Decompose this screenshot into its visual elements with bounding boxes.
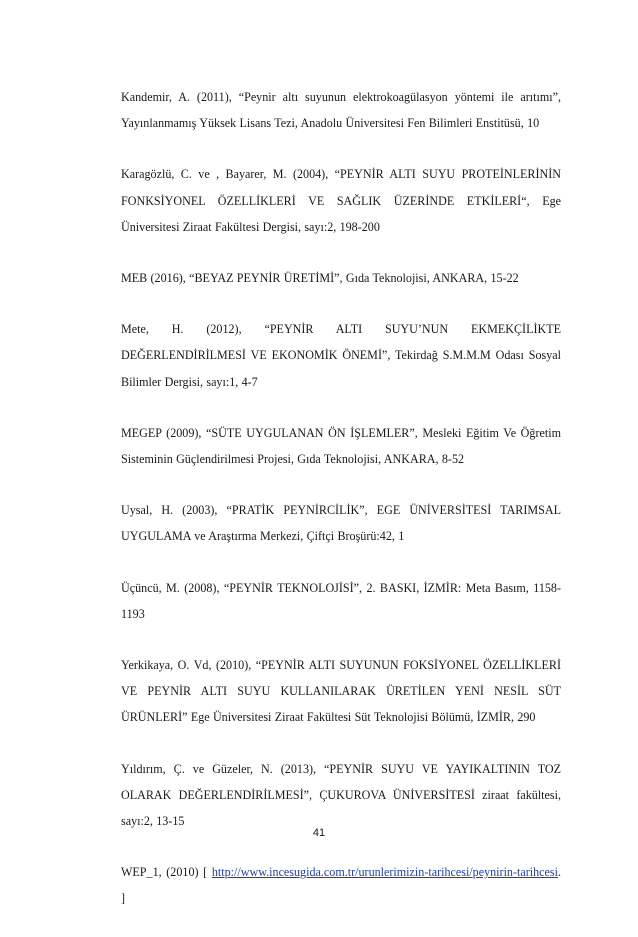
reference-meb-2016: MEB (2016), “BEYAZ PEYNİR ÜRETİMİ”, Gıda Teknolojisi, ANKARA, 15-22: [121, 271, 519, 286]
reference-megep-2009: MEGEP (2009), “SÜTE UYGULANAN ÖN İŞLEMLER”, Mesleki Eğitim Ve Öğretim Sisteminin Güçlendirilmesi Projesi, Gıda Teknolojisi, ANKARA, 8-52: [121, 425, 561, 467]
reference-kandemir-2011: Kandemir, A. (2011), “Peynir altı suyunun elektrokoagülasyon yöntemi ile arıtımı”, Yayınlanmamış Yüksek Lisans Tezi, Anadolu Üniversitesi Fen Bilimleri Enstitüsü, 10: [121, 90, 561, 131]
reference-wep-2010: [121, 859, 561, 911]
page-number: 41: [312, 827, 326, 839]
reference-uysal-2003: Uysal, H. (2003), “PRATİK PEYNİRCİLİK”, EGE ÜNİVERSİTESİ TARIMSAL UYGULAMA ve Araştırma Merkezi, Çiftçi Broşürü:42, 1: [121, 503, 561, 544]
reference-mete-2012: Mete, H. (2012), “PEYNİR ALTI SUYU’NUN EKMEKÇİLİKTE DEĞERLENDİRİLMESİ VE EKONOMİK ÖNEMİ”, Tekirdağ S.M.M.M Odası Sosyal Bilimler Dergisi, sayı:1, 4-7: [121, 322, 561, 389]
reference-wep-suffix: . ]: [121, 865, 561, 906]
reference-list: [121, 84, 561, 937]
reference-yildirim-2013: Yıldırım, Ç. ve Güzeler, N. (2013), “PEYNİR SUYU VE YAYIKALTININ TOZ OLARAK DEĞERLENDİRİLMESİ”, ÇUKUROVA ÜNİVERSİTESİ ziraat fakültesi, sayı:2, 13-15: [121, 761, 561, 829]
reference-wep-prefix: WEP_1, (2010) [: [121, 865, 212, 880]
reference-wep-link[interactable]: http://www.incesugida.com.tr/urunlerimizin-tarihcesi/peynirin-tarihcesi: [211, 865, 558, 880]
reference-yerkikaya-2010: Yerkikaya, O. Vd, (2010), “PEYNİR ALTI SUYUNUN FOKSİYONEL ÖZELLİKLERİ VE PEYNİR ALTI SUYU KULLANILARAK ÜRETİLEN YENİ NESİL SÜT ÜRÜNLERİ” Ege Üniversitesi Ziraat Fakültesi Süt Teknolojisi Bölümü, İZMİR, 290: [121, 658, 561, 725]
reference-karagozlu-2004: Karagözlü, C. ve , Bayarer, M. (2004), “PEYNİR ALTI SUYU PROTEİNLERİNİN FONKSİYONEL ÖZELLİKLERİ VE SAĞLIK ÜZERİNDE ETKİLERİ“, Ege Üniversitesi Ziraat Fakültesi Dergisi, sayı:2, 198-200: [121, 167, 561, 234]
reference-ucuncu-2008: Üçüncü, M. (2008), “PEYNİR TEKNOLOJİSİ”, 2. BASKI, İZMİR: Meta Basım, 1158-1193: [121, 580, 561, 621]
